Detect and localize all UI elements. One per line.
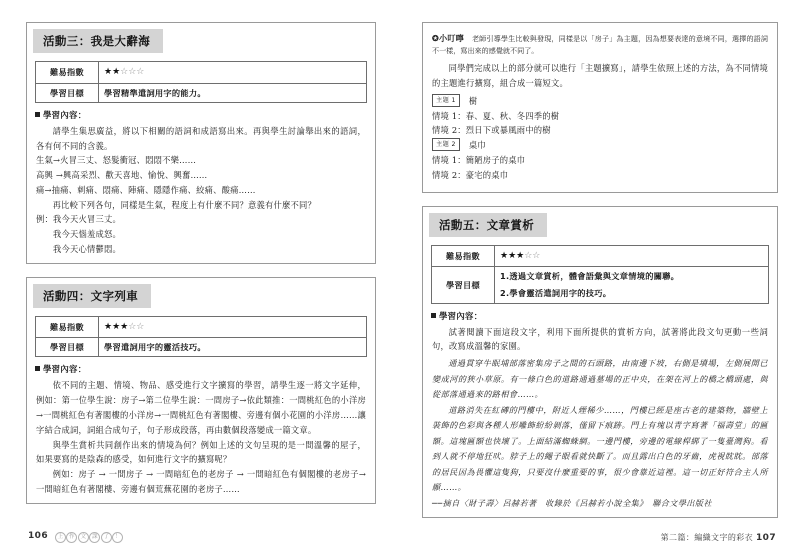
difficulty-stars: ★★☆☆☆	[99, 62, 367, 84]
table-row	[36, 316, 367, 338]
activity-5-meta-table	[431, 245, 769, 304]
learning-content-heading	[35, 109, 375, 121]
tip-body: 老師引導學生比較與發現，同樣是以「房子」為主題，因為想要表達的意境不同，選擇的語詞不一樣，寫出來的感覺就不同了。	[432, 34, 768, 56]
section-label: 第二篇：編織文字的彩衣	[660, 533, 754, 542]
topic-heading	[432, 94, 768, 109]
circled-char: 上	[55, 532, 66, 543]
topic-tag: 主題 2	[432, 138, 460, 151]
goal-line: 學習遣詞用字的靈活技巧。	[104, 342, 206, 353]
paragraph: 同學們完成以上的部分就可以進行「主題擴寫」，請學生依照上述的方法，為不同情境的主題進行擴寫，組合成一篇短文。	[432, 63, 768, 89]
excerpt-paragraph: 道路消失在紅磚的門樓中，附近人煙稀少……，門樓已經是座古老的建築物，牆壁上裝飾的色彩與各種人形雕飾紛紛剝落，僅留下痕跡。門上有塊以青字寫著「福壽堂」的匾額。這塊匾額也快壞了。上面結滿蜘蛛網。一邊門樓，旁邊的電線桿綁了一隻臺灣狗。看到人就不停地狂吠。脖子上的繩子眼看就快斷了。而且露出白色的牙齒，虎視眈眈。部落的居民因為畏懼這隻狗，只要沒什麼重要的事，很少會靠近這裡。這一切正好符合主人所願……。	[432, 404, 768, 493]
topic-scenario: 情境 2：烈日下或暴風雨中的樹	[432, 125, 551, 136]
learning-content-label: 學習內容：	[439, 310, 483, 321]
topic-list	[432, 94, 768, 183]
activity-5-title: 活動五：文章賞析	[429, 213, 547, 237]
activity-5-body	[432, 325, 768, 355]
topic-title: 樹	[468, 95, 478, 106]
paragraph: 我今天惱羞成怒。	[36, 229, 121, 240]
goal-value	[495, 267, 769, 304]
activity-3-meta-table	[35, 61, 367, 103]
goal-line: 學習精準遣詞用字的能力。	[104, 87, 206, 98]
learning-content-heading	[35, 363, 375, 375]
activity-3-title: 活動三：我是大辭海	[33, 29, 163, 53]
right-page	[400, 0, 800, 554]
paragraph: 與學生賞析共同創作出來的情境為何？例如上述的文句呈現的是一間溫馨的屋子，如果要寫的是陰森的感受，如何進行文字的擴寫呢？	[36, 439, 366, 465]
difficulty-stars: ★★★☆☆	[495, 245, 769, 267]
activity-4-title: 活動四：文字列車	[33, 284, 151, 308]
difficulty-label: 難易指數	[432, 245, 495, 267]
table-row	[36, 338, 367, 357]
excerpt-passage	[432, 356, 768, 511]
goal-line: 2.學會靈活遣詞用字的技巧。	[500, 288, 612, 299]
paragraph: 生氣→火冒三丈、怒髮衝冠、悶悶不樂……	[36, 155, 197, 166]
page-number: 106	[28, 531, 48, 541]
topic-title: 桌巾	[468, 140, 486, 151]
learning-content-heading	[431, 310, 777, 322]
activity-4-body	[36, 378, 366, 496]
circled-char: 作	[66, 532, 77, 543]
topic-heading	[432, 138, 768, 153]
circled-char: 課	[89, 532, 100, 543]
paragraph: 再比較下列各句，同樣是生氣，程度上有什麼不同？意義有什麼不同？	[52, 199, 316, 210]
tip-heading: ✪小叮嚀	[432, 33, 464, 43]
circled-char: 文	[78, 532, 89, 543]
learning-content-label: 學習內容：	[43, 364, 87, 375]
square-bullet-icon	[35, 366, 40, 371]
circled-char: 了	[101, 532, 112, 543]
goal-value	[99, 338, 367, 357]
activity-block-4	[26, 277, 376, 504]
paragraph: 例：我今天火冒三丈。	[36, 214, 121, 225]
excerpt-attribution: ──摘自〈財子壽〉呂赫若著 收錄於《呂赫若小說全集》 聯合文學出版社	[432, 497, 712, 508]
learning-content-label: 學習內容：	[43, 109, 87, 120]
paragraph: 依不同的主題、情境、物品、感受進行文字擴寫的學習，請學生逐一將文字延伸，例如：第一位學生說：房子→第二位學生說：一間房子→依此類推：一間桃紅色的小洋房→一間桃紅色有著閣樓的小洋房→一間桃紅色有著閣樓、旁邊有個小花園的小洋房……讓字結合成詞，詞組合成句子，句子形成段落，再由數個段落變成一篇文章。	[36, 380, 366, 435]
tip-icon: ✪	[432, 33, 439, 43]
paragraph: 試著閱讀下面這段文字，利用下面所提供的賞析方向，試著將此段文句更動一些詞句，改寫成溫馨的家園。	[432, 326, 768, 352]
right-page-footer	[661, 532, 776, 543]
activity-block-5	[422, 206, 778, 519]
topic-scenario: 情境 1：春、夏、秋、冬四季的樹	[432, 110, 560, 121]
tip-box	[422, 22, 778, 193]
paragraph: 我今天心情鬱悶。	[36, 243, 121, 254]
paragraph: 高興 →興高采烈、歡天喜地、愉悅、興奮……	[36, 170, 208, 181]
goal-label: 學習目標	[432, 267, 495, 304]
square-bullet-icon	[431, 313, 436, 318]
tip-followup	[432, 61, 768, 91]
goal-line: 1.透過文章賞析，體會語彙與文章情境的關聯。	[500, 271, 680, 281]
table-row	[432, 245, 769, 267]
table-row	[36, 83, 367, 102]
activity-block-3	[26, 22, 376, 264]
table-row	[432, 267, 769, 304]
left-page-footer	[28, 531, 124, 543]
topic-scenario: 情境 1：簡陋房子的桌巾	[432, 154, 526, 165]
paragraph: 請學生集思廣益，將以下相關的語詞和成語寫出來。再與學生討論舉出來的語詞，各有何不同的含義。	[36, 125, 366, 151]
paragraph: 例如：房子 → 一間房子 → 一間暗紅色的老房子 → 一間暗紅色有個閣樓的老房子→一間暗紅色有著閣樓、旁邊有個荒蕪花園的老房子……	[36, 469, 366, 494]
excerpt-paragraph: 通過貫穿牛眠埔部落密集房子之間的石頭路，由南邊下坡，右側是墳場，左側展開已變成河的狹小草原。有一條白色的道路通過墓場的正中央，在架在河上的橋之橋頭處，與從部落通過來的路相會……。	[432, 358, 768, 400]
page-number: 107	[756, 533, 776, 543]
topic-tag: 主題 1	[432, 94, 460, 107]
activity-3-body	[36, 124, 366, 257]
difficulty-label: 難易指數	[36, 62, 99, 84]
goal-label: 學習目標	[36, 83, 99, 102]
table-row	[36, 62, 367, 84]
difficulty-label: 難易指數	[36, 316, 99, 338]
square-bullet-icon	[35, 112, 40, 117]
goal-value	[99, 83, 367, 102]
paragraph: 痛→抽痛、刺痛、悶痛、陣痛、隱隱作痛、絞痛、酸痛……	[36, 184, 256, 195]
tip-text-block	[432, 31, 768, 57]
difficulty-stars: ★★★☆☆	[99, 316, 367, 338]
goal-label: 學習目標	[36, 338, 99, 357]
circled-char: ！	[112, 532, 123, 543]
activity-4-meta-table	[35, 316, 367, 358]
topic-scenario: 情境 2：豪宅的桌巾	[432, 169, 509, 180]
footer-circled-title	[52, 531, 124, 540]
